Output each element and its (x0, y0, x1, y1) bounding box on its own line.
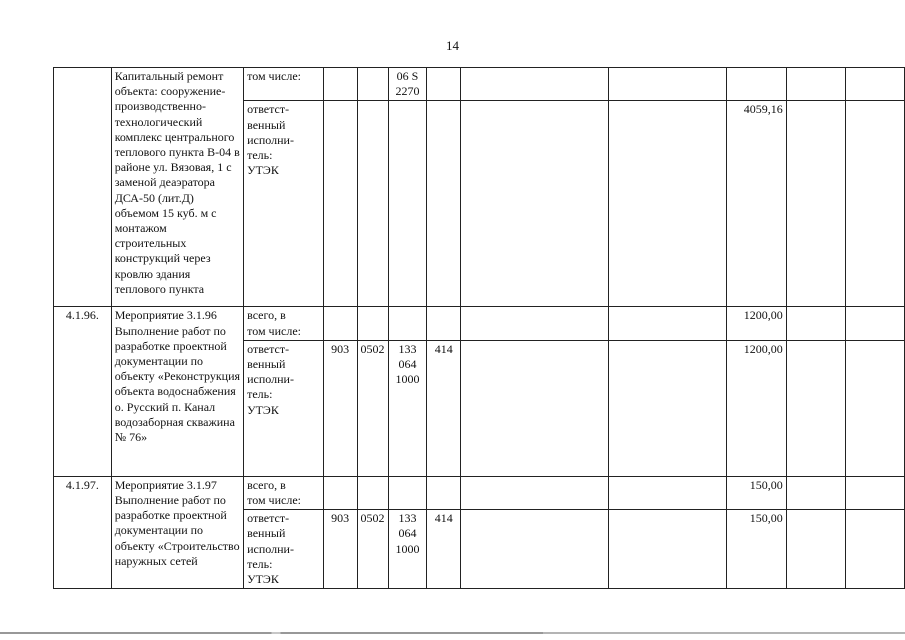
vr-code (427, 307, 461, 340)
grbs-code (323, 307, 357, 340)
sub-label: том числе: (244, 68, 324, 101)
empty-cell (786, 340, 845, 476)
sub-label: ответст- венный исполни- тель: УТЭК (244, 340, 324, 476)
rzpr-code (357, 101, 388, 307)
empty-cell (608, 307, 726, 340)
grbs-code (323, 68, 357, 101)
grbs-code (323, 101, 357, 307)
empty-cell (845, 101, 904, 307)
vr-code (427, 101, 461, 307)
grbs-code: 903 (323, 340, 357, 476)
empty-cell (461, 68, 609, 101)
rzpr-code: 0502 (357, 510, 388, 589)
empty-cell (845, 510, 904, 589)
amount: 4059,16 (726, 101, 786, 307)
page-number: 14 (446, 38, 459, 53)
vr-code: 414 (427, 510, 461, 589)
amount: 1200,00 (726, 307, 786, 340)
table-row (54, 476, 905, 509)
empty-cell (461, 101, 609, 307)
vr-code: 414 (427, 340, 461, 476)
budget-table (53, 67, 905, 589)
item-description: Мероприятие 3.1.97 Выполнение работ по разработке проектной документации по объекту «Строительство наружных сетей (111, 476, 243, 588)
rzpr-code (357, 68, 388, 101)
amount: 150,00 (726, 476, 786, 509)
vr-code (427, 476, 461, 509)
empty-cell (608, 476, 726, 509)
item-number (54, 68, 112, 307)
item-number: 4.1.97. (54, 476, 112, 588)
empty-cell (786, 307, 845, 340)
grbs-code: 903 (323, 510, 357, 589)
rzpr-code (357, 476, 388, 509)
empty-cell (608, 68, 726, 101)
empty-cell (461, 340, 609, 476)
sub-label: ответст- венный исполни- тель: УТЭК (244, 101, 324, 307)
table-row (54, 68, 905, 101)
empty-cell (461, 307, 609, 340)
sub-label: ответст- венный исполни- тель: УТЭК (244, 510, 324, 589)
empty-cell (461, 510, 609, 589)
csr-code: 06 S 2270 (388, 68, 427, 101)
empty-cell (845, 68, 904, 101)
csr-code (388, 101, 427, 307)
amount: 150,00 (726, 510, 786, 589)
empty-cell (786, 510, 845, 589)
item-description: Мероприятие 3.1.96 Выполнение работ по разработке проектной документации по объекту «Реконструкция объекта водоснабжения о. Русский п. Канал водозаборная скважина № 76» (111, 307, 243, 476)
item-number: 4.1.96. (54, 307, 112, 476)
vr-code (427, 68, 461, 101)
rzpr-code: 0502 (357, 340, 388, 476)
csr-code: 133 064 1000 (388, 510, 427, 589)
item-description: Капитальный ремонт объекта: сооружение-производственно-технологический комплекс центрального теплового пункта В-04 в районе ул. Вязовая, 1 с заменой деаэратора ДСА-50 (лит.Д) объемом 15 куб. м с монтажом строительных конструкций через кровлю здания теплового пункта (111, 68, 243, 307)
table-row (54, 307, 905, 340)
csr-code (388, 307, 427, 340)
empty-cell (786, 101, 845, 307)
sub-label: всего, в том числе: (244, 476, 324, 509)
empty-cell (845, 307, 904, 340)
empty-cell (786, 476, 845, 509)
sub-label: всего, в том числе: (244, 307, 324, 340)
empty-cell (845, 340, 904, 476)
csr-code: 133 064 1000 (388, 340, 427, 476)
amount: 1200,00 (726, 340, 786, 476)
empty-cell (461, 476, 609, 509)
scan-edge-line (0, 632, 905, 634)
rzpr-code (357, 307, 388, 340)
csr-code (388, 476, 427, 509)
empty-cell (786, 68, 845, 101)
amount (726, 68, 786, 101)
empty-cell (608, 510, 726, 589)
empty-cell (608, 340, 726, 476)
empty-cell (608, 101, 726, 307)
grbs-code (323, 476, 357, 509)
empty-cell (845, 476, 904, 509)
